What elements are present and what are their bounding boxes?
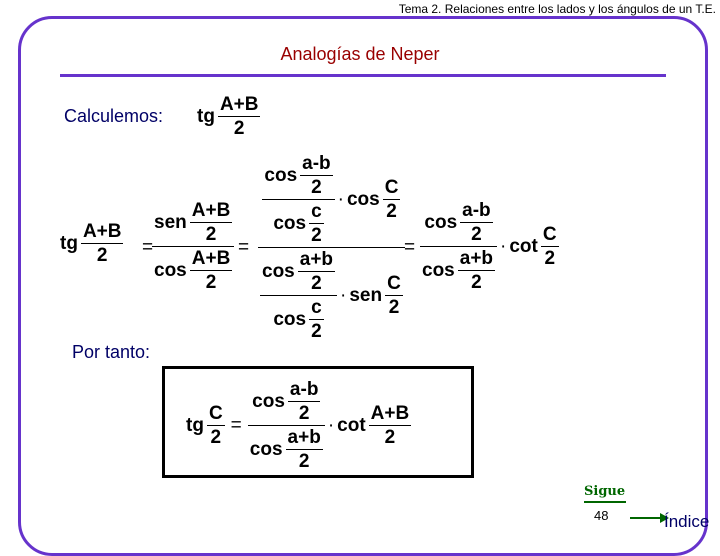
eq-1: = [142, 237, 154, 259]
sigue-underline [584, 501, 626, 503]
formula-lhs: tg $\frac{A+B}{2}$ [60, 221, 122, 266]
eq-2: = [238, 237, 250, 259]
title-rule [60, 74, 666, 77]
frac-a-plus-b-over-2: $\frac{A+B}{2}$ [219, 94, 259, 139]
sigue-link[interactable]: Sigue [584, 484, 626, 499]
formula-result: tg $\frac{C}{2}$ = cos $\frac{a-b}{2}$ cos $\frac{a+b}{2}$ · cot $\frac{A+B}{2}$ [186, 379, 410, 472]
fn-tg: tg [197, 106, 215, 127]
page-number: 48 [594, 508, 609, 523]
indice-link[interactable]: Índice [664, 512, 710, 531]
formula-compound: cos $\frac{a-b}{2}$ cos $\frac{c}{2}$ · cos $\frac{C}{2}$ cos $\frac{a+b}{2}$ cos $\frac{c}{2}$ · sen $\frac{C}{2}$ [258, 154, 405, 341]
formula-tg-target [197, 95, 260, 138]
formula-sen-over-cos: sen $\frac{A+B}{2}$ cos $\frac{A+B}{2}$ [152, 201, 234, 292]
formula-rhs: cos $\frac{a-b}{2}$ cos $\frac{a+b}{2}$ · cot $\frac{C}{2}$ [422, 200, 557, 293]
slide-header: Tema 2. Relaciones entre los lados y los ángulos de un T.E. [398, 2, 716, 16]
por-tanto-label: Por tanto: [72, 342, 151, 362]
eq-3: = [404, 237, 416, 259]
calculemos-label: Calculemos: [64, 106, 164, 126]
slide-title: Analogías de Neper [280, 44, 440, 64]
